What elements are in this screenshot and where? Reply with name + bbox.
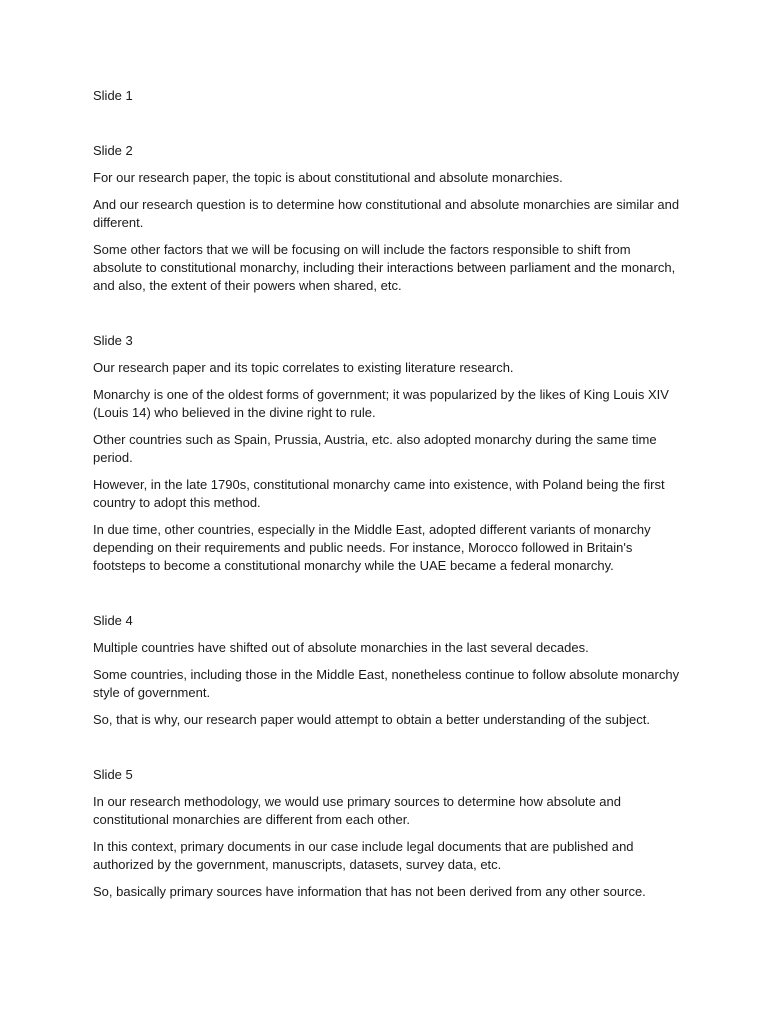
slide-4-paragraph-3: So, that is why, our research paper would attempt to obtain a better understanding of the subject. — [93, 712, 650, 727]
slide-4-section — [93, 612, 683, 729]
slide-5-paragraph-1: In our research methodology, we would use primary sources to determine how absolute and constitutional monarchies are different from each other. — [93, 794, 621, 827]
slide-3-paragraph-1: Our research paper and its topic correlates to existing literature research. — [93, 360, 514, 375]
slide-3-paragraph-3: Other countries such as Spain, Prussia, Austria, etc. also adopted monarchy during the same time period. — [93, 432, 657, 465]
slide-3-paragraph-4: However, in the late 1790s, constitutional monarchy came into existence, with Poland being the first country to adopt this method. — [93, 477, 665, 510]
slide-1-section — [93, 87, 683, 105]
slide-2-paragraph-3: Some other factors that we will be focusing on will include the factors responsible to shift from absolute to constitutional monarchy, including their interactions between parliament and the monarch, and also, the extent of their powers when shared, etc. — [93, 242, 676, 293]
slide-5-heading: Slide 5 — [93, 767, 133, 782]
slide-4-heading: Slide 4 — [93, 613, 133, 628]
slide-2-paragraph-1: For our research paper, the topic is about constitutional and absolute monarchies. — [93, 170, 563, 185]
slide-3-paragraph-5: In due time, other countries, especially in the Middle East, adopted different variants of monarchy depending on their requirements and public needs. For instance, Morocco followed in Britain's footsteps to become a constitutional monarchy while the UAE became a federal monarchy. — [93, 522, 651, 573]
slide-5-paragraph-2: In this context, primary documents in our case include legal documents that are published and authorized by the government, manuscripts, datasets, survey data, etc. — [93, 839, 634, 872]
slide-1-heading: Slide 1 — [93, 88, 133, 103]
slide-3-section — [93, 332, 683, 575]
slide-2-section — [93, 142, 683, 295]
slide-4-paragraph-1: Multiple countries have shifted out of absolute monarchies in the last several decades. — [93, 640, 589, 655]
slide-3-heading: Slide 3 — [93, 333, 133, 348]
slide-2-heading: Slide 2 — [93, 143, 133, 158]
slide-3-paragraph-2: Monarchy is one of the oldest forms of government; it was popularized by the likes of King Louis XIV (Louis 14) who believed in the divine right to rule. — [93, 387, 669, 420]
slide-5-section — [93, 766, 683, 901]
slide-2-paragraph-2: And our research question is to determine how constitutional and absolute monarchies are similar and different. — [93, 197, 680, 230]
slide-4-paragraph-2: Some countries, including those in the Middle East, nonetheless continue to follow absolute monarchy style of government. — [93, 667, 680, 700]
document-page — [93, 87, 683, 910]
slide-5-paragraph-3: So, basically primary sources have information that has not been derived from any other source. — [93, 884, 646, 899]
